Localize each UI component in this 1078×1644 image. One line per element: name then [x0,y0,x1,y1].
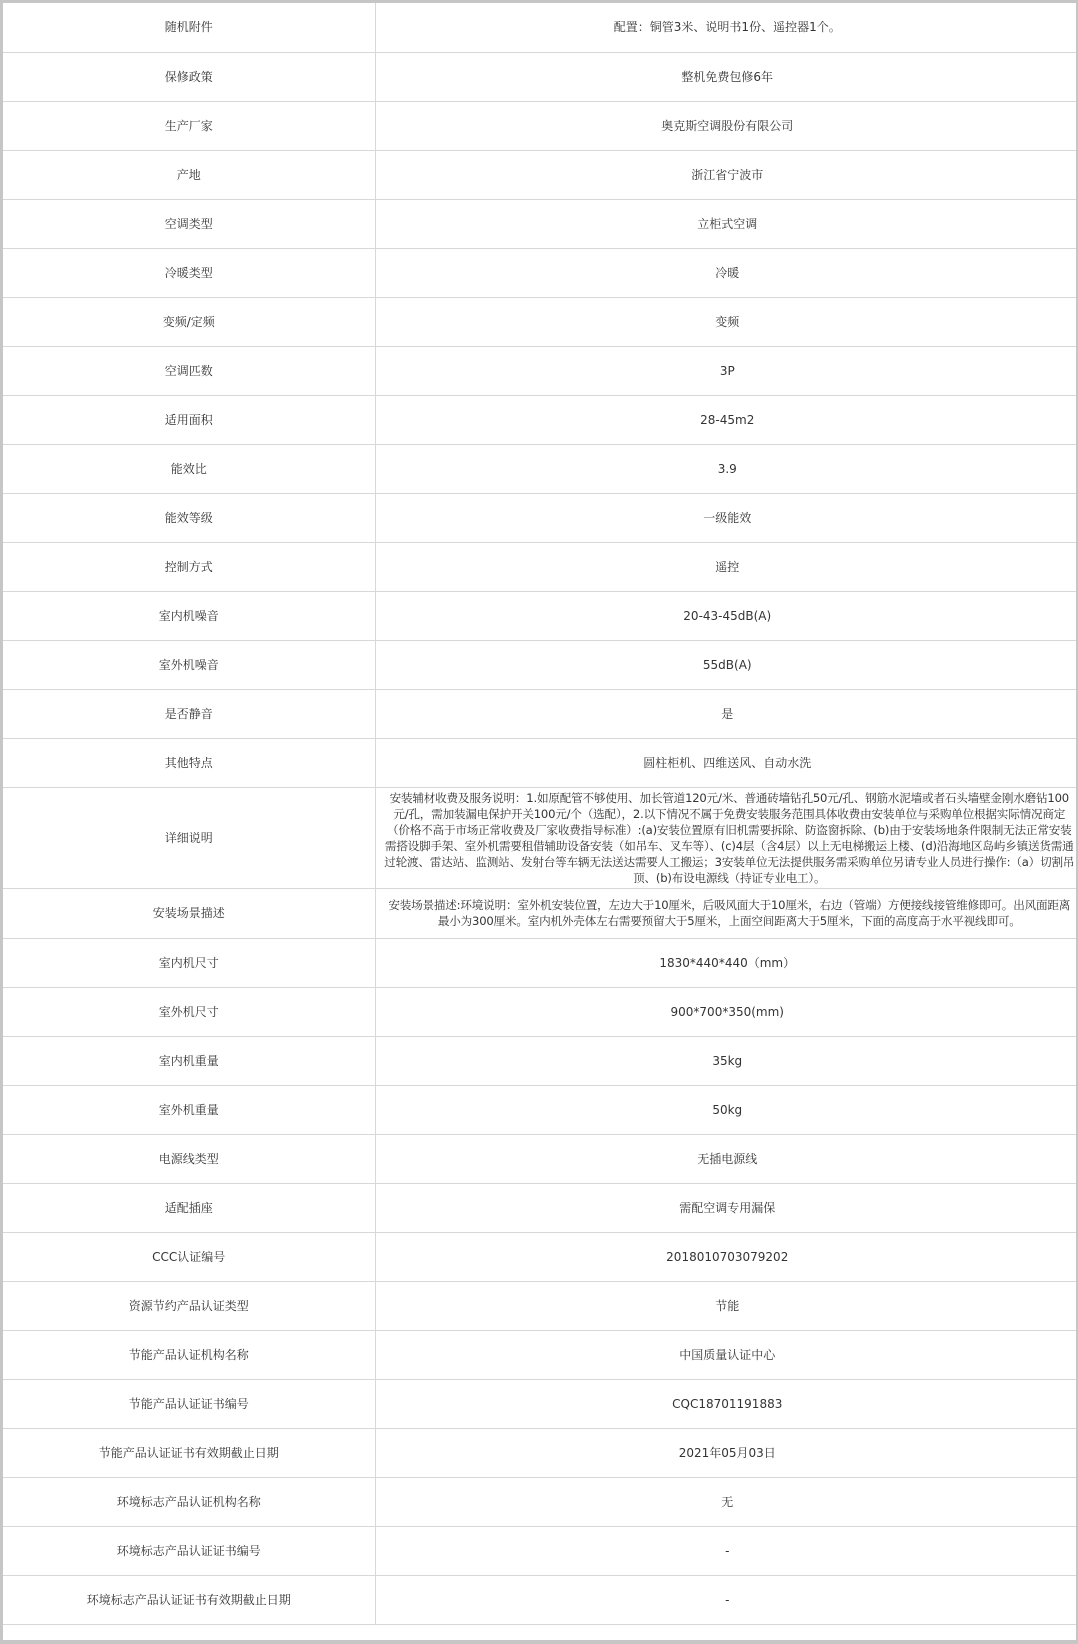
spec-value: 中国质量认证中心 [375,1330,1076,1379]
table-row [3,738,1076,787]
spec-value: - [375,1526,1076,1575]
spec-label: 电源线类型 [3,1134,375,1183]
spec-value: 2021年05月03日 [375,1428,1076,1477]
spec-label: 生产厂家 [3,101,375,150]
spec-label: 产地 [3,150,375,199]
spec-value: 立柜式空调 [375,199,1076,248]
spec-value: 28-45m2 [375,395,1076,444]
spec-value: 浙江省宁波市 [375,150,1076,199]
spec-value: 安装辅材收费及服务说明：1.如原配管不够使用、加长管道120元/米、普通砖墙钻孔50元/孔、钢筋水泥墙或者石头墙壁金刚水磨钻100元/孔，需加装漏电保护开关100元/个（选配），2.以下情况不属于免费安装服务范围具体收费由安装单位与采购单位根据实际情况商定（价格不高于市场正常收费及厂家收费指导标准）:(a)安装位置原有旧机需要拆除、防盗窗拆除、(b)由于安装场地条件限制无法正常安装需搭设脚手架、室外机需要租借辅助设备安装（如吊车、叉车等）、(c)4层（含4层）以上无电梯搬运上楼、(d)沿海地区岛屿乡镇送货需通过轮渡、雷达站、监测站、发射台等车辆无法送达需要人工搬运；3安装单位无法提供服务需采购单位另请专业人员进行操作:（a）切割吊顶、(b)布设电源线（持证专业电工）。 [375,787,1076,888]
spec-value: 遥控 [375,542,1076,591]
spec-value: 安装场景描述:环境说明：室外机安装位置，左边大于10厘米，后吸风面大于10厘米，右边（管端）方便接线接管维修即可。出风面距离最小为300厘米。室内机外壳体左右需要预留大于5厘米，上面空间距离大于5厘米，下面的高度高于水平视线即可。 [375,888,1076,938]
spec-label: 空调类型 [3,199,375,248]
table-row [3,199,1076,248]
spec-value: 无插电源线 [375,1134,1076,1183]
table-row [3,493,1076,542]
table-row [3,101,1076,150]
table-row [3,248,1076,297]
spec-value: 3.9 [375,444,1076,493]
table-row [3,395,1076,444]
spec-value: 1830*440*440（mm） [375,938,1076,987]
table-row [3,591,1076,640]
spec-value: 50kg [375,1085,1076,1134]
spec-label: 节能产品认证证书有效期截止日期 [3,1428,375,1477]
table-row [3,987,1076,1036]
spec-label: 空调匹数 [3,346,375,395]
spec-label: 变频/定频 [3,297,375,346]
spec-value: 变频 [375,297,1076,346]
spec-label: 环境标志产品认证证书编号 [3,1526,375,1575]
spec-label: 室内机尺寸 [3,938,375,987]
spec-label: 适配插座 [3,1183,375,1232]
table-row [3,888,1076,938]
spec-label: 是否静音 [3,689,375,738]
spec-label: 保修政策 [3,52,375,101]
spec-label: 环境标志产品认证机构名称 [3,1477,375,1526]
spec-value: 55dB(A) [375,640,1076,689]
spec-label: 室外机尺寸 [3,987,375,1036]
table-row [3,640,1076,689]
spec-label: 室内机重量 [3,1036,375,1085]
table-row [3,1134,1076,1183]
spec-label: 能效等级 [3,493,375,542]
spec-value: 3P [375,346,1076,395]
spec-value: 2018010703079202 [375,1232,1076,1281]
spec-label: 随机附件 [3,3,375,52]
spec-label: 其他特点 [3,738,375,787]
table-row [3,1330,1076,1379]
spec-value: 节能 [375,1281,1076,1330]
spec-value: 20-43-45dB(A) [375,591,1076,640]
spec-value: 需配空调专用漏保 [375,1183,1076,1232]
table-row [3,1085,1076,1134]
spec-value: 无 [375,1477,1076,1526]
spec-value: 冷暖 [375,248,1076,297]
spec-value: 900*700*350(mm) [375,987,1076,1036]
table-row [3,3,1076,52]
spec-value: 整机免费包修6年 [375,52,1076,101]
table-row [3,444,1076,493]
spec-label: 适用面积 [3,395,375,444]
table-row [3,1036,1076,1085]
table-row [3,938,1076,987]
spec-value: 奥克斯空调股份有限公司 [375,101,1076,150]
spec-label: 室外机重量 [3,1085,375,1134]
spec-table [3,3,1076,1625]
spec-label: 安装场景描述 [3,888,375,938]
table-row [3,787,1076,888]
spec-label: 控制方式 [3,542,375,591]
table-row [3,1477,1076,1526]
spec-label: 室外机噪音 [3,640,375,689]
table-row [3,150,1076,199]
table-row [3,346,1076,395]
spec-label: 节能产品认证机构名称 [3,1330,375,1379]
spec-value: 圆柱柜机、四维送风、自动水洗 [375,738,1076,787]
spec-label: 环境标志产品认证证书有效期截止日期 [3,1575,375,1624]
spec-label: 资源节约产品认证类型 [3,1281,375,1330]
spec-label: CCC认证编号 [3,1232,375,1281]
table-row [3,1232,1076,1281]
spec-label: 节能产品认证证书编号 [3,1379,375,1428]
spec-label: 冷暖类型 [3,248,375,297]
spec-value: 配置：铜管3米、说明书1份、遥控器1个。 [375,3,1076,52]
spec-label: 室内机噪音 [3,591,375,640]
spec-value: CQC18701191883 [375,1379,1076,1428]
spec-label: 详细说明 [3,787,375,888]
spec-value: 35kg [375,1036,1076,1085]
table-row [3,1379,1076,1428]
table-row [3,297,1076,346]
table-row [3,1281,1076,1330]
spec-label: 能效比 [3,444,375,493]
table-row [3,1526,1076,1575]
table-row [3,1428,1076,1477]
spec-value: 一级能效 [375,493,1076,542]
table-row [3,542,1076,591]
spec-value: 是 [375,689,1076,738]
table-row [3,52,1076,101]
table-row [3,689,1076,738]
table-row [3,1575,1076,1624]
spec-value: - [375,1575,1076,1624]
table-row [3,1183,1076,1232]
